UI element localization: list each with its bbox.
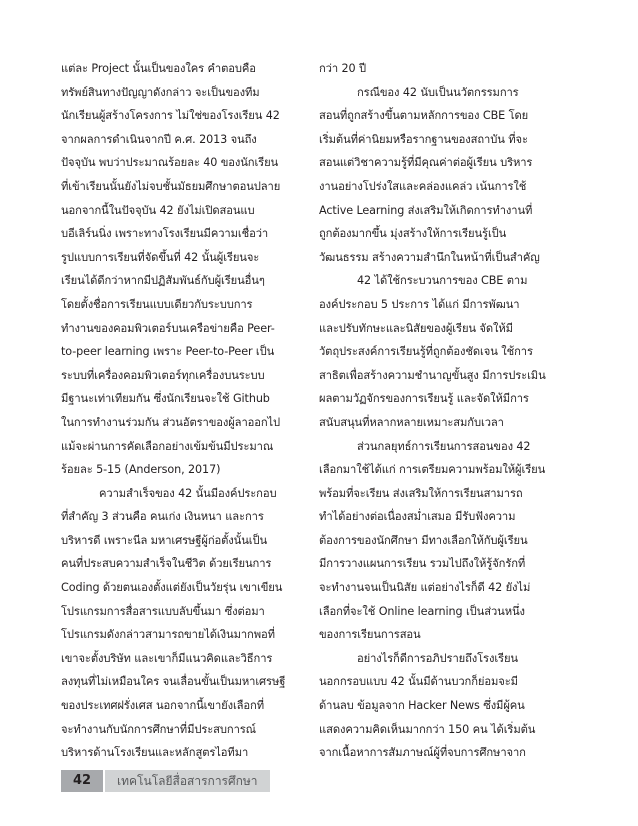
text-line: ผลตามวัฏจักรของการเรียนรู้ และจัดให้มีการ — [319, 392, 529, 406]
text-line: ถูกต้องมากขึ้น มุ่งสร้างให้การเรียนรู้เป็น — [319, 227, 507, 241]
text-line: แสดงความคิดเห็นมากกว่า 150 คน ได้เริ่มต้น — [319, 722, 536, 736]
text-line: เรียนได้ดีกว่าหากมีปฏิสัมพันธ์กับผู้เรียนอื่นๆ — [61, 274, 265, 288]
text-line: และปรับทักษะและนิสัยของผู้เรียน จัดให้มี — [319, 321, 513, 335]
text-line: ต้องการของนักศึกษา มีทางเลือกให้กับผู้เรียน — [319, 533, 528, 547]
text-line: คนที่ประสบความสำเร็จในชีวิต ด้วยเรียนการ — [61, 557, 272, 571]
text-line: นักเรียนผู้สร้างโครงการ ไม่ใช่ของโรงเรียน 42 — [61, 109, 280, 123]
journal-name: เทคโนโลยีสื่อสารการศึกษา — [105, 770, 270, 792]
text-line: พร้อมที่จะเรียน ส่งเสริมให้การเรียนสามารถ — [319, 486, 523, 500]
text-line: ระบบที่เครื่องคอมพิวเตอร์ทุกเครื่องบนระบบ — [61, 368, 265, 382]
text-line: ทำงานของคอมพิวเตอร์บนเครือข่ายคือ Peer- — [61, 321, 275, 335]
text-line: จะทำงานจนเป็นนิสัย แต่อย่างไรก็ดี 42 ยังไม่ — [319, 581, 531, 595]
text-line: อย่างไรก็ดีการอภิปรายถึงโรงเรียน — [357, 651, 518, 665]
left-text-column — [61, 57, 311, 765]
text-line: นอกกรอบแบบ 42 นั้นมีด้านบวกก็ย่อมจะมี — [319, 675, 518, 689]
text-line: วัฒนธรรม สร้างความสำนึกในหน้าที่เป็นสำคัญ — [319, 250, 540, 264]
text-line: Coding ด้วยตนเองตั้งแต่ยังเป็นวัยรุ่น เขาเขียน — [61, 581, 283, 595]
text-line: กรณีของ 42 นับเป็นนวัตกรรมการ — [357, 85, 519, 99]
text-line: ที่สำคัญ 3 ส่วนคือ คนเก่ง เงินหนา และการ — [61, 510, 264, 524]
text-line: แต่ละ Project นั้นเป็นของใคร คำตอบคือ — [61, 62, 256, 75]
text-line: มีการวางแผนการเรียน รวมไปถึงให้รู้จักรักที่ — [319, 557, 526, 571]
right-text-column — [319, 57, 577, 765]
text-line: โปรแกรมการสื่อสารแบบลับขึ้นมา ซึ่งต่อมา — [61, 604, 265, 618]
text-line: จะทำงานกับนักการศึกษาที่มีประสบการณ์ — [61, 722, 256, 736]
text-line: ที่เข้าเรียนนั้นยังไม่จบชั้นมัธยมศึกษาตอนปลาย — [61, 179, 281, 193]
text-line: สาธิตเพื่อสร้างความชำนาญขั้นสูง มีการประเมิน — [319, 368, 546, 382]
text-line: ทำได้อย่างต่อเนื่องสม่ำเสมอ มีรับฟังความ — [319, 510, 516, 524]
text-line: บริหารด้านโรงเรียนและหลักสูตรไอทีมา — [61, 746, 249, 760]
text-line: สอนแต่วิชาความรู้ที่มีคุณค่าต่อผู้เรียน บริหาร — [319, 156, 533, 170]
text-line: เขาจะตั้งบริษัท และเขาก็มีแนวคิดและวิธีการ — [61, 651, 273, 665]
text-line: จากผลการดำเนินจากปี ค.ศ. 2013 จนถึง — [61, 132, 257, 146]
text-line: ลงทุนที่ไม่เหมือนใคร จนเลื่อนขั้นเป็นมหาเศรษฐี — [61, 675, 286, 689]
text-line: ปัจจุบัน พบว่าประมาณร้อยละ 40 ของนักเรียน — [61, 156, 279, 170]
text-line: จากเนื้อหาการสัมภาษณ์ผู้ที่จบการศึกษาจาก — [319, 746, 526, 760]
text-line: แม้จะผ่านการคัดเลือกอย่างเข้มข้นมีประมาณ — [61, 439, 274, 453]
text-line: นอกจากนี้ในปัจจุบัน 42 ยังไม่เปิดสอนแบ — [61, 203, 255, 217]
text-line: โดยตั้งชื่อการเรียนแบบเดียวกับระบบการ — [61, 297, 253, 311]
text-line: งานอย่างโปร่งใสและคล่องแคล่ว เน้นการใช้ — [319, 179, 527, 193]
text-line: วัตถุประสงค์การเรียนรู้ที่ถูกต้องชัดเจน ใช้การ — [319, 345, 533, 359]
text-line: to-peer learning เพราะ Peer-to-Peer เป็น — [61, 345, 275, 359]
text-line: บอีเลิร์นนิ่ง เพราะทางโรงเรียนมีความเชื่อว่า — [61, 227, 269, 241]
text-line: บริหารดี เพราะนีล มหาเศรษฐีผู้ก่อตั้งนั้นเป็น — [61, 533, 268, 547]
text-line: ของประเทศฝรั่งเศส นอกจากนี้เขายังเลือกที่ — [61, 699, 265, 713]
text-line: ของการเรียนการสอน — [319, 628, 421, 642]
text-line: เลือกที่จะใช้ Online learning เป็นส่วนหนึ่ง — [319, 604, 525, 618]
text-line: เลือกมาใช้ได้แก่ การเตรียมความพร้อมให้ผู้เรียน — [319, 463, 546, 477]
text-line: Active Learning ส่งเสริมให้เกิดการทำงานที่ — [319, 203, 533, 217]
page-footer — [61, 770, 270, 792]
page-number: 42 — [61, 770, 103, 792]
text-line: โปรแกรมดังกล่าวสามารถขายได้เงินมากพอที่ — [61, 628, 275, 642]
text-line: ร้อยละ 5-15 (Anderson, 2017) — [61, 463, 221, 477]
text-line: เริ่มต้นที่ค่านิยมหรือรากฐานของสถาบัน ที่จะ — [319, 132, 528, 146]
text-line: ด้านลบ ข้อมูลจาก Hacker News ซึ่งมีผู้คน — [319, 699, 525, 713]
text-line: 42 ได้ใช้กระบวนการของ CBE ตาม — [357, 274, 528, 288]
text-line: รูปแบบการเรียนที่จัดขึ้นที่ 42 นั้นผู้เรียนจะ — [61, 250, 260, 264]
text-line: ความสำเร็จของ 42 นั้นมีองค์ประกอบ — [99, 486, 277, 500]
text-line: ส่วนกลยุทธ์การเรียนการสอนของ 42 — [357, 439, 531, 453]
text-line: มีฐานะเท่าเทียมกัน ซึ่งนักเรียนจะใช้ Github — [61, 392, 270, 406]
text-line: ในการทำงานร่วมกัน ส่วนอัตราของผู้ลาออกไป — [61, 415, 281, 429]
text-line: องค์ประกอบ 5 ประการ ได้แก่ มีการพัฒนา — [319, 297, 520, 311]
text-line: กว่า 20 ปี — [319, 62, 366, 75]
text-line: ทรัพย์สินทางปัญญาดังกล่าว จะเป็นของทีม — [61, 85, 260, 99]
text-line: สอนที่ถูกสร้างขึ้นตามหลักการของ CBE โดย — [319, 109, 529, 123]
text-line: สนับสนุนที่หลากหลายเหมาะสมกับเวลา — [319, 415, 504, 429]
